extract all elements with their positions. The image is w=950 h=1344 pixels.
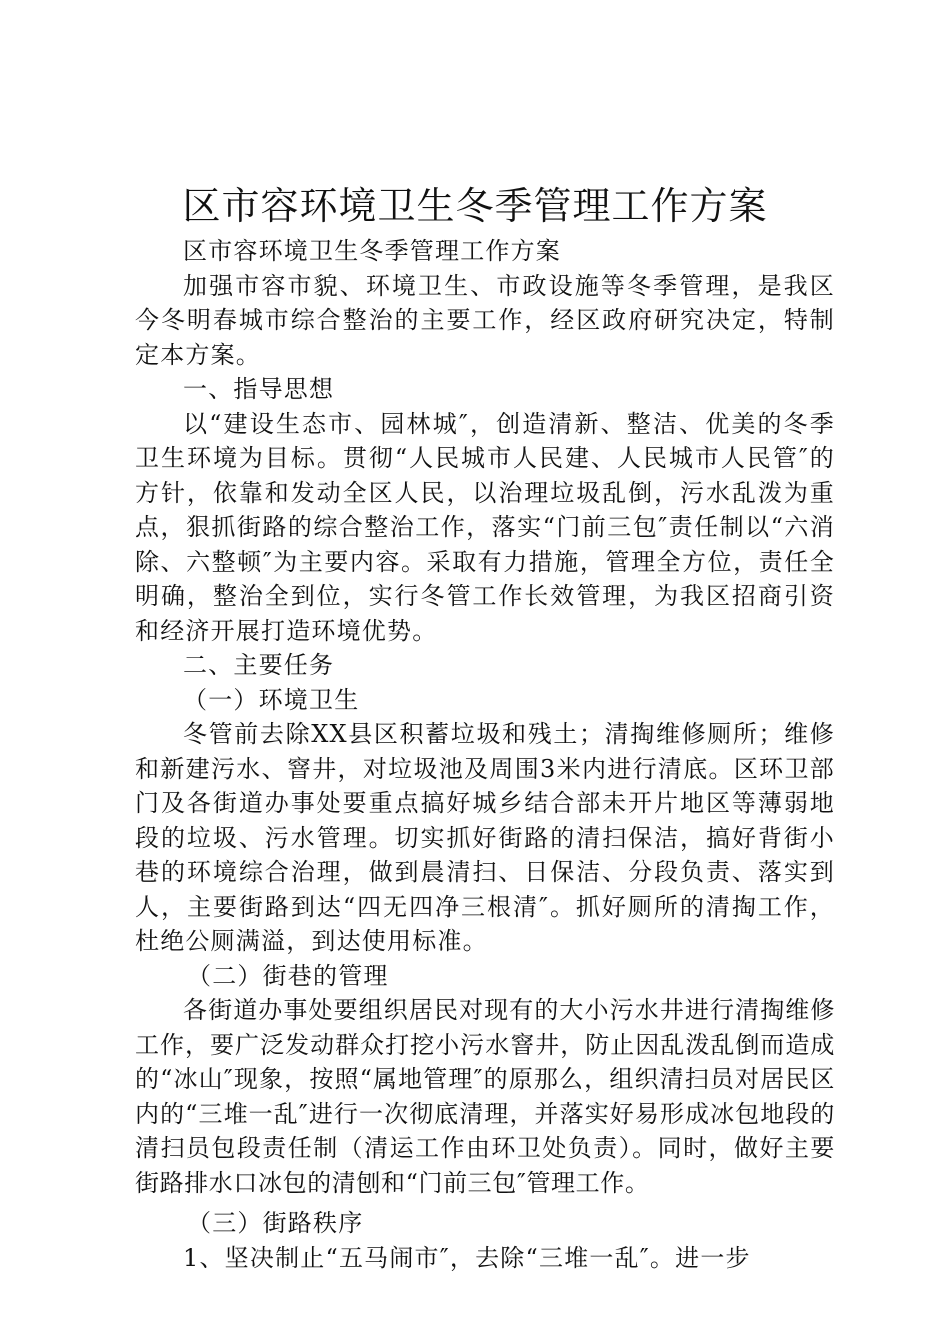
- paragraph-environment-sanitation: 冬管前去除XX县区积蓄垃圾和残土；清掏维修厕所；维修和新建污水、窨井，对垃圾池及周围3米内进行清底。区环卫部门及各街道办事处要重点搞好城乡结合部未开片地区等薄弱地段的垃圾、污水管理。切实抓好街路的清扫保洁，搞好背街小巷的环境综合治理，做到晨清扫、日保洁、分段负责、落实到人，主要街路到达“四无四净三根清″。抓好厕所的清掏工作，杜绝公厕满溢，到达使用标准。: [135, 720, 835, 955]
- paragraph-subtitle: 区市容环境卫生冬季管理工作方案: [183, 237, 561, 265]
- document-title: 区市容环境卫生冬季管理工作方案: [182, 184, 768, 228]
- subheading-environment-sanitation: （一）环境卫生: [183, 685, 360, 714]
- paragraph-street-management: 各街道办事处要组织居民对现有的大小污水井进行清掏维修工作，要广泛发动群众打挖小污水窨井，防止因乱泼乱倒而造成的“冰山″现象，按照“属地管理″的原那么，组织清扫员对居民区内的“三堆一乱″进行一次彻底清理，并落实好易形成冰包地段的清扫员包段责任制（清运工作由环卫处负责）。同时，做好主要街路排水口冰包的清刨和“门前三包″管理工作。: [135, 996, 835, 1197]
- subheading-street-management: （二）街巷的管理: [187, 961, 389, 990]
- paragraph-intro: 加强市容市貌、环境卫生、市政设施等冬季管理，是我区今冬明春城市综合整治的主要工作，经区政府研究决定，特制定本方案。: [135, 271, 835, 369]
- heading-guiding-thought: 一、指导思想: [183, 375, 335, 403]
- subheading-street-order: （三）街路秩序: [187, 1209, 364, 1237]
- document-body: [135, 234, 835, 1275]
- paragraph-street-order-1: 1、坚决制止“五马闹市″，去除“三堆一乱″。进一步: [183, 1243, 751, 1272]
- paragraph-guiding-thought: 以“建设生态市、园林城″，创造清新、整洁、优美的冬季卫生环境为目标。贯彻“人民城市人民建、人民城市人民管″的方针，依靠和发动全区人民，以治理垃圾乱倒，污水乱泼为重点，狠抓街路的综合整治工作，落实“门前三包″责任制以“六消除、六整顿″为主要内容。采取有力措施，管理全方位，责任全明确，整治全到位，实行冬管工作长效管理，为我区招商引资和经济开展打造环境优势。: [135, 409, 835, 645]
- heading-main-tasks: 二、主要任务: [183, 651, 335, 679]
